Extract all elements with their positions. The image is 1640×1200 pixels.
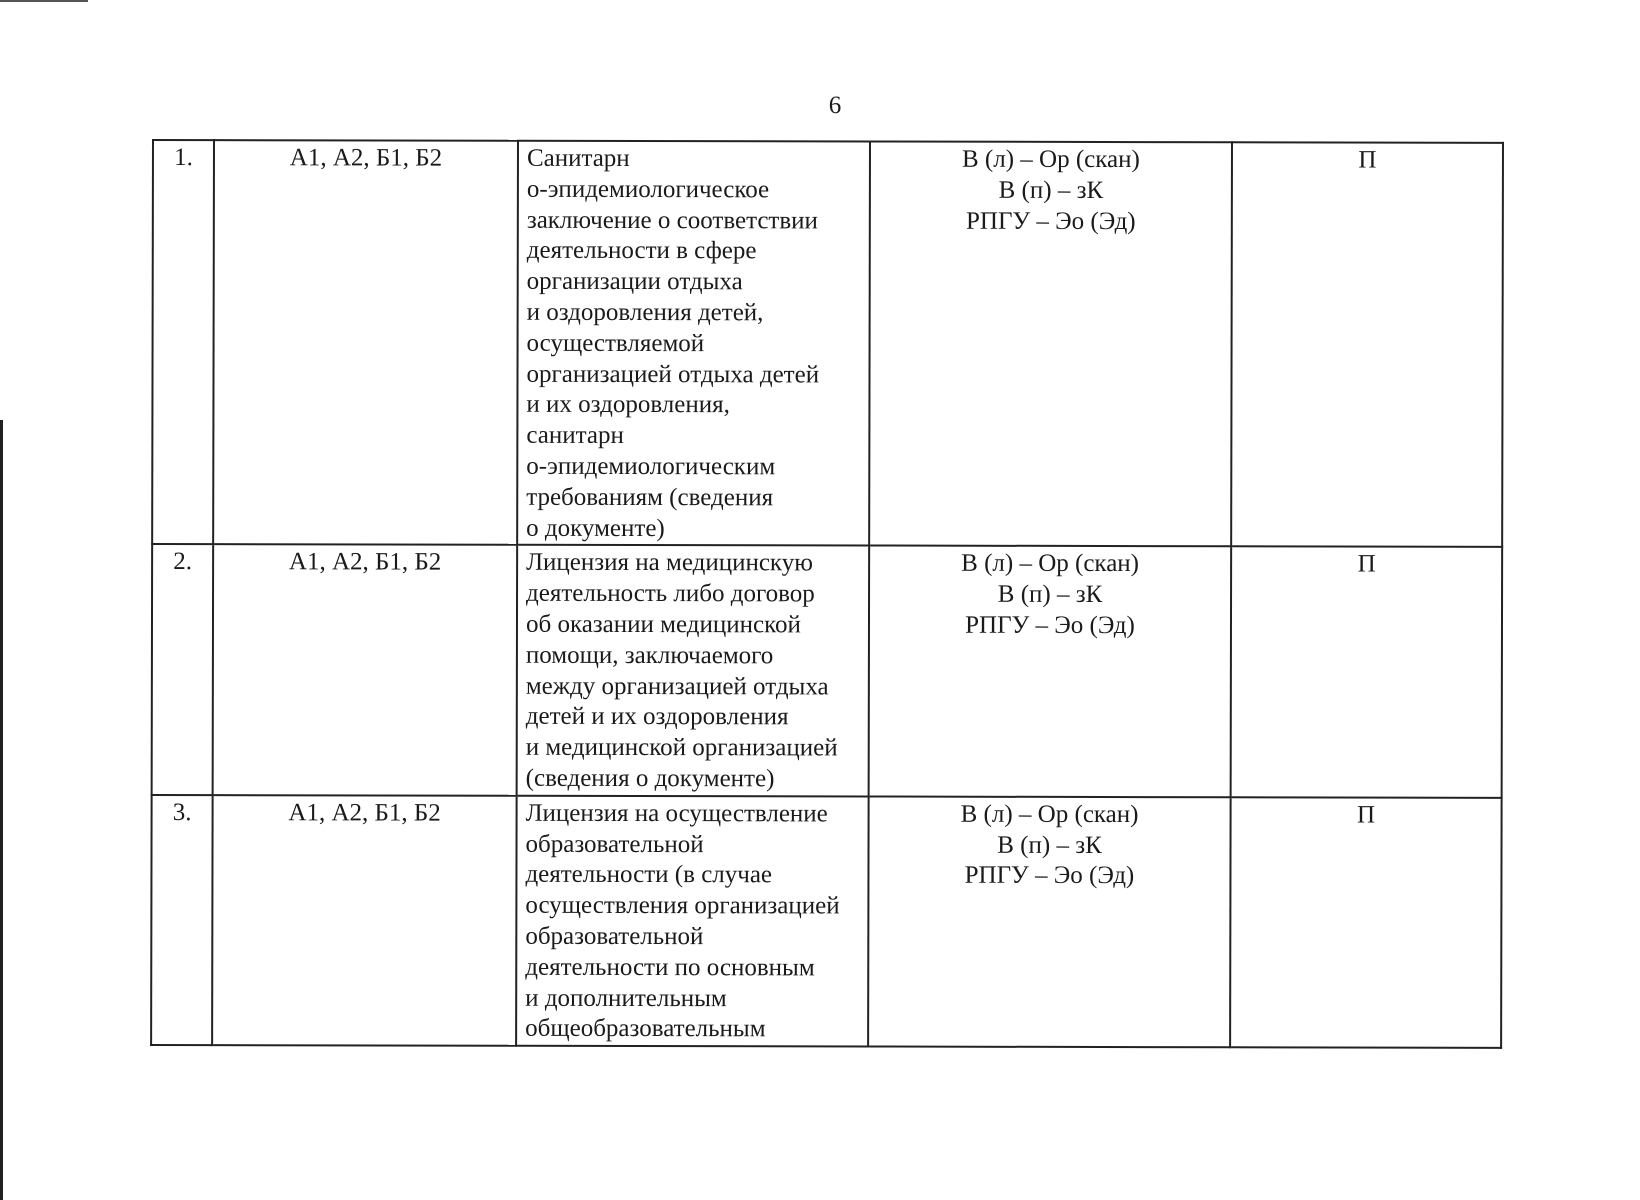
document-line: об оказании медицинской <box>525 610 801 639</box>
document-line: о-эпидемиологическим <box>526 452 776 481</box>
document-type-cell: П <box>1231 547 1503 798</box>
document-line: общеобразовательным <box>525 1015 766 1043</box>
document-line: деятельность либо договор <box>526 579 815 608</box>
document-line: организации отдыха <box>526 267 743 296</box>
document-line: и дополнительным <box>525 984 727 1012</box>
table-row <box>152 544 1503 797</box>
document-description-cell <box>517 141 870 546</box>
applicant-categories-cell: А1, А2, Б1, Б2 <box>212 795 517 1046</box>
submission-form-line: В (л) – Ор (скан) <box>961 550 1140 578</box>
submission-form-line: В (п) – зК <box>997 831 1102 859</box>
document-line: между организацией отдыха <box>525 672 829 700</box>
submission-form-line: РПГУ – Эо (Эд) <box>964 862 1135 890</box>
document-line: санитарн <box>526 421 624 450</box>
table-row <box>151 795 1502 1048</box>
document-type-cell: П <box>1231 142 1503 547</box>
document-description-cell <box>517 545 870 796</box>
applicant-categories-cell: А1, А2, Б1, Б2 <box>213 140 518 545</box>
row-number-cell: 3. <box>151 795 213 1046</box>
scan-edge-mark-left <box>0 420 3 1200</box>
applicant-categories-cell: А1, А2, Б1, Б2 <box>213 544 518 795</box>
document-line: Лицензия на медицинскую <box>526 549 813 577</box>
document-line: требованиям (сведения <box>526 483 774 512</box>
document-line: деятельности в сфере <box>526 237 757 265</box>
page-number: 6 <box>828 92 842 119</box>
submission-forms-cell <box>869 546 1232 797</box>
document-line: образовательной <box>525 922 704 951</box>
document-line: о документе) <box>526 514 665 542</box>
document-line: организацией отдыха детей <box>526 360 820 388</box>
document-line: и оздоровления детей, <box>526 298 764 327</box>
documents-table-body <box>151 140 1503 1048</box>
document-line: и медицинской организацией <box>525 733 838 762</box>
submission-forms-cell <box>868 796 1231 1047</box>
scan-edge-mark-top <box>0 0 88 2</box>
document-line: о-эпидемиологическое <box>526 175 770 204</box>
document-line: деятельности по основным <box>525 953 815 982</box>
document-line: деятельности (в случае <box>525 861 773 889</box>
document-line: заключение о соответствии <box>526 206 818 234</box>
submission-form-line: В (л) – Ор (скан) <box>960 800 1139 828</box>
documents-table <box>150 139 1504 1049</box>
document-line: (сведения о документе) <box>525 764 775 793</box>
document-description-cell <box>516 795 869 1046</box>
submission-form-line: В (л) – Ор (скан) <box>961 145 1140 174</box>
submission-form-line: В (п) – зК <box>998 176 1104 204</box>
document-line: детей и их оздоровления <box>525 703 789 731</box>
submission-forms-cell <box>869 142 1232 547</box>
submission-form-line: РПГУ – Эо (Эд) <box>965 611 1135 640</box>
row-number-cell: 2. <box>152 544 214 795</box>
document-type-cell: П <box>1230 797 1502 1048</box>
row-number-cell: 1. <box>152 140 214 544</box>
submission-form-line: РПГУ – Эо (Эд) <box>965 207 1136 235</box>
document-line: осуществляемой <box>526 329 705 357</box>
document-line: Лицензия на осуществление <box>525 799 828 828</box>
document-line: помощи, заключаемого <box>525 641 774 670</box>
document-line: осуществления организацией <box>525 891 840 920</box>
document-line: и их оздоровления, <box>526 391 730 419</box>
document-line: образовательной <box>525 830 704 858</box>
document-line: Санитарн <box>526 144 630 173</box>
table-row <box>152 140 1503 547</box>
submission-form-line: В (п) – зК <box>997 580 1103 609</box>
